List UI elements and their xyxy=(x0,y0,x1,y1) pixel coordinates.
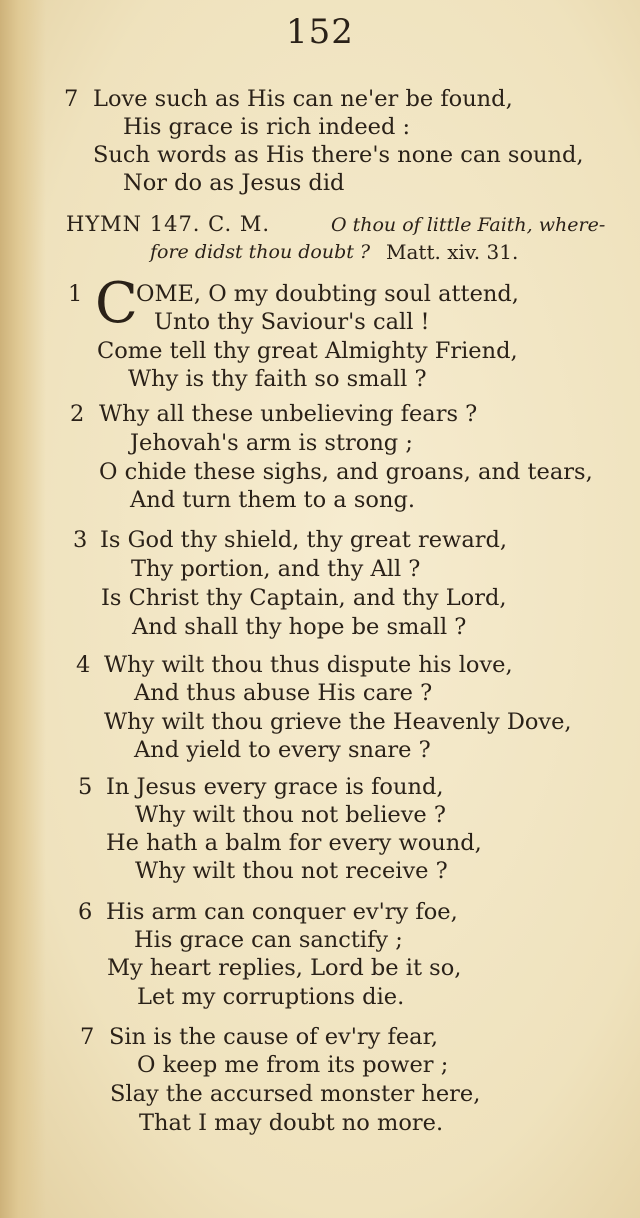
verse-line: That I may doubt no more. xyxy=(139,1110,444,1136)
verse-line: Why wilt thou grieve the Heavenly Dove, xyxy=(104,709,572,735)
verse-line: Why all these unbelieving fears ? xyxy=(99,401,478,427)
verse-line: Why wilt thou not believe ? xyxy=(135,802,446,828)
hymn-title-line2: fore didst thou doubt ? xyxy=(150,241,371,263)
verse-line: And yield to every snare ? xyxy=(134,737,431,763)
verse-line: And turn them to a song. xyxy=(130,487,416,513)
verse-line: My heart replies, Lord be it so, xyxy=(107,955,462,981)
verse-number: 3 xyxy=(73,527,88,553)
verse-line: He hath a balm for every wound, xyxy=(106,830,482,856)
verse-number: 4 xyxy=(76,652,91,678)
verse-line: And thus abuse His care ? xyxy=(134,680,433,706)
verse-line: His arm can conquer ev'ry foe, xyxy=(106,899,458,925)
verse-line: Jehovah's arm is strong ; xyxy=(130,430,413,456)
verse-line: Is God thy shield, thy great reward, xyxy=(100,527,508,553)
verse-line: His grace is rich indeed : xyxy=(123,114,411,140)
drop-cap: C xyxy=(95,271,138,336)
verse-line: O chide these sighs, and groans, and tears, xyxy=(99,459,593,485)
verse-line: Why wilt thou thus dispute his love, xyxy=(104,652,513,678)
verse-line: Is Christ thy Captain, and thy Lord, xyxy=(101,585,507,611)
verse-number: 7 xyxy=(64,86,79,112)
hymn-reference: Matt. xiv. 31. xyxy=(386,240,519,264)
verse-line: Why wilt thou not receive ? xyxy=(135,858,448,884)
verse-number: 7 xyxy=(80,1024,95,1050)
verse-line: Love such as His can ne'er be found, xyxy=(93,86,513,112)
verse-line: Come tell thy great Almighty Friend, xyxy=(97,338,518,364)
verse-line: Slay the accursed monster here, xyxy=(110,1081,481,1107)
page-edge-shadow xyxy=(0,0,46,1218)
hymn-label: HYMN 147. C. M. xyxy=(66,212,271,236)
verse-line: OME, O my doubting soul attend, xyxy=(136,281,519,307)
page-number: 152 xyxy=(286,12,354,52)
verse-line: His grace can sanctify ; xyxy=(134,927,403,953)
verse-line: Let my corruptions die. xyxy=(137,984,405,1010)
verse-line: Such words as His there's none can sound, xyxy=(93,142,584,168)
verse-line: Unto thy Saviour's call ! xyxy=(154,309,430,335)
verse-number: 2 xyxy=(70,401,85,427)
verse-line: Why is thy faith so small ? xyxy=(128,366,427,392)
verse-number: 1 xyxy=(68,281,83,307)
verse-number: 6 xyxy=(78,899,93,925)
hymn-title-line1: O thou of little Faith, where- xyxy=(331,214,606,236)
verse-line: In Jesus every grace is found, xyxy=(106,774,444,800)
verse-line: Thy portion, and thy All ? xyxy=(131,556,421,582)
verse-line: O keep me from its power ; xyxy=(137,1052,449,1078)
verse-line: Nor do as Jesus did xyxy=(123,170,345,196)
verse-number: 5 xyxy=(78,774,93,800)
verse-line: Sin is the cause of ev'ry fear, xyxy=(109,1024,439,1050)
verse-line: And shall thy hope be small ? xyxy=(132,614,467,640)
